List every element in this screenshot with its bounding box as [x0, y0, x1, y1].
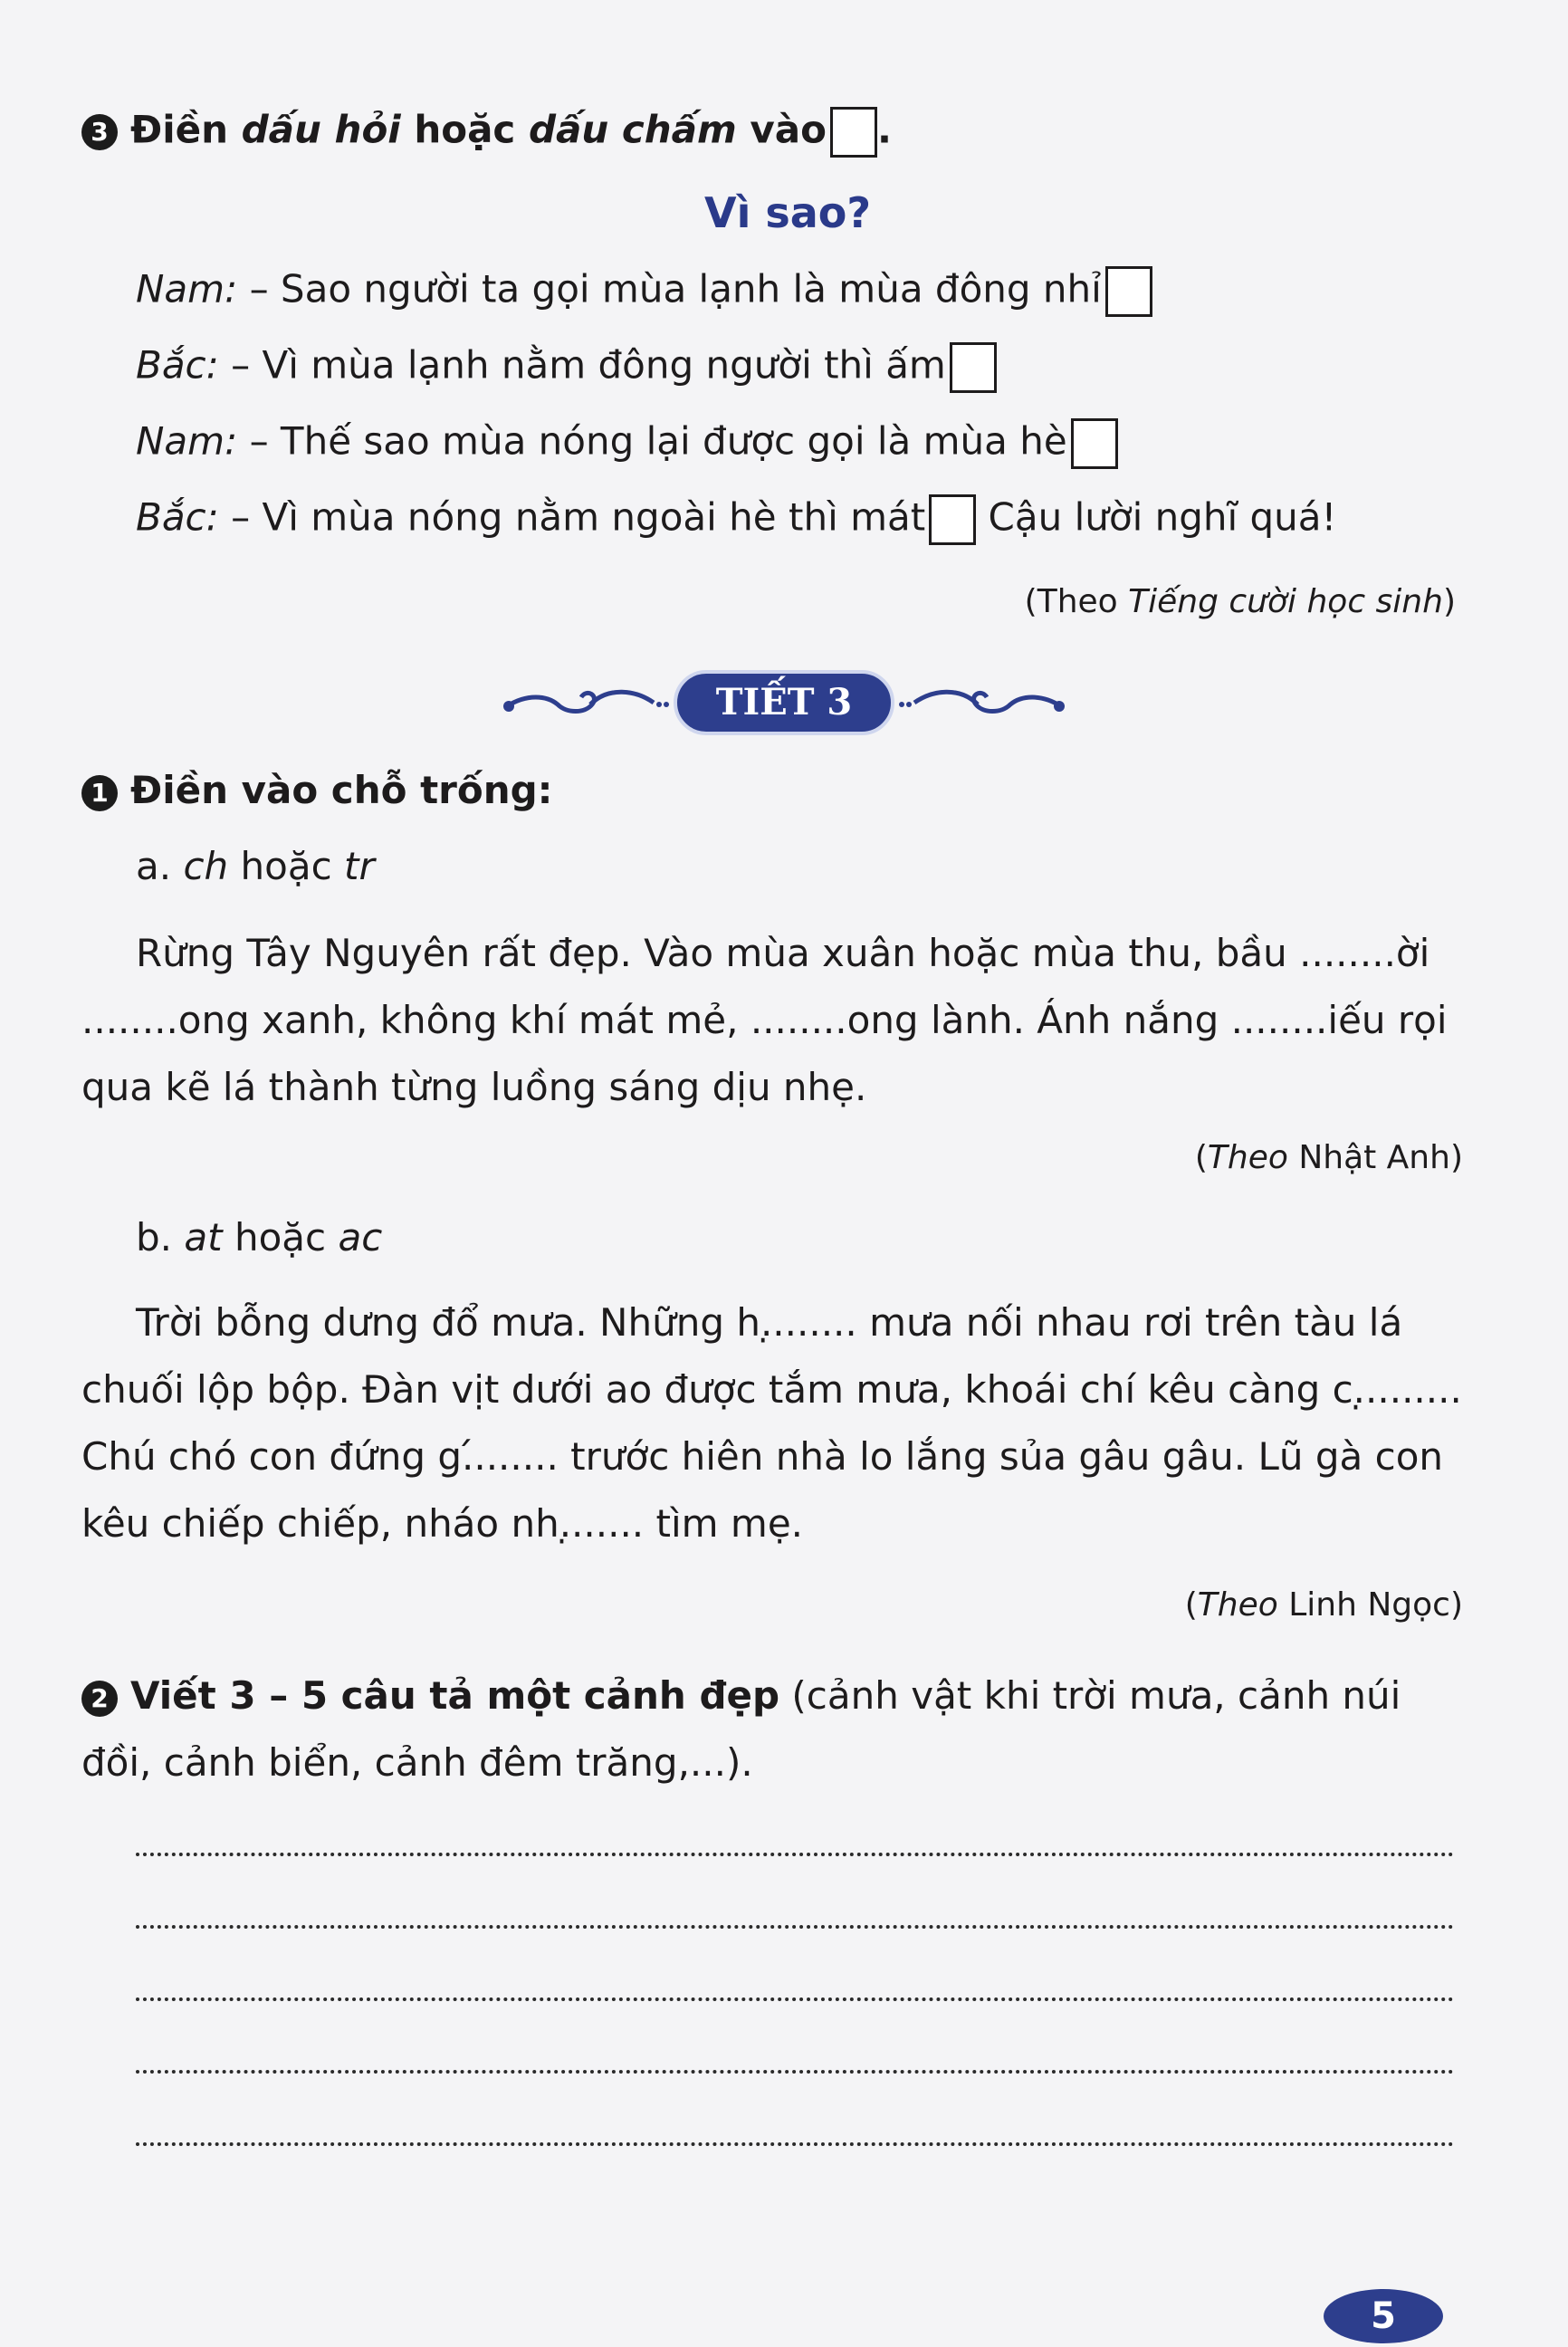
ex1b-label: b. at hoặc ac	[136, 1215, 383, 1260]
answer-box[interactable]	[830, 107, 877, 158]
ex3-prompt: 3 Điền dấu hỏi hoặc dấu chấm vào .	[81, 107, 892, 158]
answer-box-2[interactable]	[950, 342, 997, 393]
answer-line-2[interactable]	[136, 1925, 1454, 1929]
ex1a-paragraph: Rừng Tây Nguyên rất đẹp. Vào mùa xuân hoặc mùa thu, bầu ........ời ........ong xanh, không khí mát mẻ, ........ong lành. Ánh nắng ........iếu rọi qua kẽ lá thành từng luồng sáng dịu nhẹ.	[81, 931, 1448, 1109]
ornament-left-icon	[500, 677, 672, 732]
page-number: 5	[1324, 2289, 1443, 2343]
story-title: Vì sao?	[704, 188, 872, 237]
answer-box-3[interactable]	[1071, 418, 1118, 469]
answer-line-4[interactable]	[136, 2070, 1454, 2074]
answer-line-3[interactable]	[136, 1997, 1454, 2001]
ornament-right-icon	[896, 677, 1068, 732]
ex2-prompt: 2 Viết 3 – 5 câu tả một cảnh đẹp (cảnh vật khi trời mưa, cảnh núi đồi, cảnh biển, cảnh đêm trăng,...).	[81, 1673, 1401, 1785]
ex2-number-badge: 2	[81, 1681, 118, 1717]
ex1a-label: a. ch hoặc tr	[136, 844, 375, 888]
ex1a-source: (Theo Nhật Anh)	[1194, 1139, 1463, 1176]
ex3-source: (Theo Tiếng cười học sinh)	[1024, 583, 1456, 620]
ex3-number-badge: 3	[81, 114, 118, 150]
dialogue-line-4: Bắc: – Vì mùa nóng nằm ngoài hè thì mát Cậu lười nghĩ quá!	[136, 494, 1336, 545]
dialogue-line-3: Nam: – Thế sao mùa nóng lại được gọi là mùa hè	[136, 418, 1118, 469]
ex1-number-badge: 1	[81, 775, 118, 811]
answer-line-5[interactable]	[136, 2142, 1454, 2146]
ex1-prompt: 1 Điền vào chỗ trống:	[81, 768, 552, 812]
dialogue-line-1: Nam: – Sao người ta gọi mùa lạnh là mùa đông nhỉ	[136, 266, 1152, 317]
answer-line-1[interactable]	[136, 1853, 1454, 1856]
answer-box-4[interactable]	[929, 494, 976, 545]
answer-box-1[interactable]	[1105, 266, 1152, 317]
ex1b-source: (Theo Linh Ngọc)	[1184, 1586, 1463, 1624]
ex1b-paragraph: Trời bỗng dưng đổ mưa. Những h.̣....... mưa nối nhau rơi trên tàu lá chuối lộp bộp. Đàn vịt dưới ao được tắm mưa, khoái chí kêu càng c.̣........ Chú chó con đứng g.́....... trước hiên nhà lo lắng sủa gâu gâu. Lũ gà con kêu chiếp chiếp, nháo nh.̣...... tìm mẹ.	[81, 1300, 1462, 1546]
section-banner: TIẾT 3	[674, 670, 894, 735]
dialogue-line-2: Bắc: – Vì mùa lạnh nằm đông người thì ấm	[136, 342, 997, 393]
